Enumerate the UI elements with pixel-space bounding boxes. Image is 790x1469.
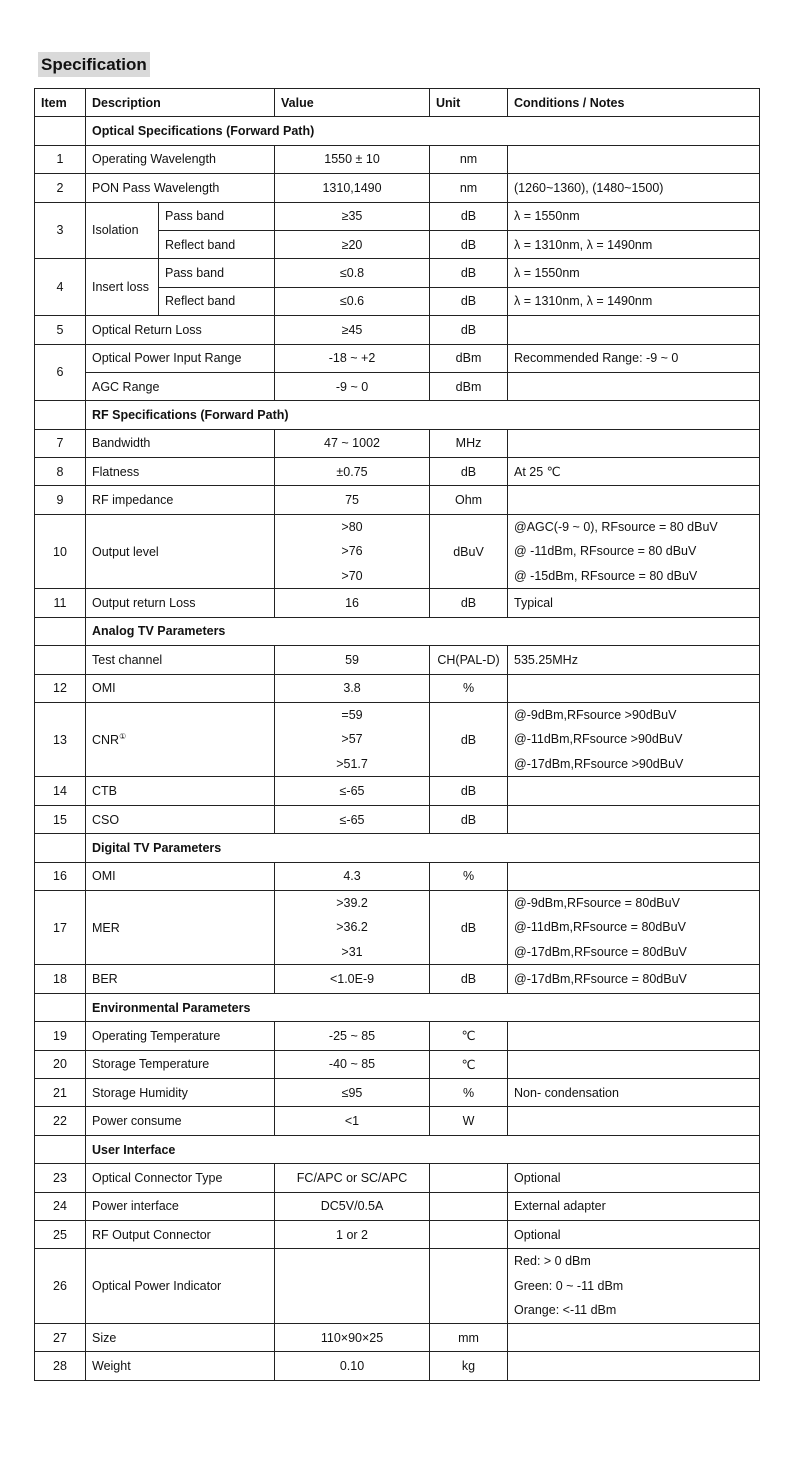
description-cell: PON Pass Wavelength [86, 174, 275, 202]
value-cell: 1 or 2 [275, 1221, 430, 1249]
table-row [35, 145, 760, 173]
notes-line: @ -15dBm, RFsource = 80 dBuV [514, 568, 698, 583]
value-cell: <1.0E-9 [275, 965, 430, 993]
header-notes: Conditions / Notes [508, 89, 760, 117]
description-cell: Output return Loss [86, 589, 275, 617]
table-row [35, 259, 760, 287]
item-cell: 16 [35, 862, 86, 890]
unit-cell: % [430, 674, 508, 702]
unit-cell: Ohm [430, 486, 508, 514]
section-item [35, 617, 86, 645]
table-row [35, 202, 760, 230]
description-cell: CTB [86, 777, 275, 805]
notes-cell [508, 486, 760, 514]
unit-cell: W [430, 1107, 508, 1135]
unit-cell: kg [430, 1352, 508, 1380]
item-cell: 15 [35, 805, 86, 833]
table-row [35, 965, 760, 993]
notes-line: Orange: <-11 dBm [514, 1303, 617, 1318]
unit-cell: nm [430, 145, 508, 173]
value-cell [275, 514, 430, 589]
notes-cell [508, 1352, 760, 1380]
notes-cell [508, 1249, 760, 1324]
description-cell: Power consume [86, 1107, 275, 1135]
description-cell: Optical Power Input Range [86, 344, 275, 372]
value-cell: 75 [275, 486, 430, 514]
description-cell: CSO [86, 805, 275, 833]
item-cell [35, 646, 86, 674]
section-row [35, 993, 760, 1021]
value-cell: -25 ~ 85 [275, 1022, 430, 1050]
description-cell: Test channel [86, 646, 275, 674]
notes-cell: Typical [508, 589, 760, 617]
item-cell: 21 [35, 1079, 86, 1107]
notes-line: @AGC(-9 ~ 0), RFsource = 80 dBuV [514, 519, 718, 534]
unit-cell: ℃ [430, 1050, 508, 1078]
value-cell: 1550 ± 10 [275, 145, 430, 173]
unit-cell: dB [430, 805, 508, 833]
item-cell: 20 [35, 1050, 86, 1078]
item-cell: 6 [35, 344, 86, 401]
page-title: Specification [38, 52, 150, 77]
value-cell: ≤0.8 [275, 259, 430, 287]
value-cell: ≥20 [275, 230, 430, 258]
notes-cell [508, 429, 760, 457]
unit-cell [430, 1249, 508, 1324]
sub-description-cell: Reflect band [159, 287, 275, 315]
value-line: >36.2 [336, 920, 368, 935]
item-cell: 9 [35, 486, 86, 514]
description-cell: RF impedance [86, 486, 275, 514]
item-cell: 22 [35, 1107, 86, 1135]
notes-cell [508, 514, 760, 589]
notes-cell [508, 1022, 760, 1050]
notes-cell [508, 777, 760, 805]
sub-description-cell: Reflect band [159, 230, 275, 258]
description-cell: OMI [86, 862, 275, 890]
unit-cell [430, 1164, 508, 1192]
table-row [35, 1164, 760, 1192]
header-unit: Unit [430, 89, 508, 117]
notes-cell: (1260~1360), (1480~1500) [508, 174, 760, 202]
value-cell: 47 ~ 1002 [275, 429, 430, 457]
item-cell: 23 [35, 1164, 86, 1192]
section-row [35, 117, 760, 145]
item-cell: 28 [35, 1352, 86, 1380]
value-cell: ≥35 [275, 202, 430, 230]
table-row [35, 1079, 760, 1107]
table-row [35, 1192, 760, 1220]
unit-cell: dB [430, 965, 508, 993]
description-cell: BER [86, 965, 275, 993]
unit-cell: mm [430, 1323, 508, 1351]
section-item [35, 993, 86, 1021]
value-cell: -40 ~ 85 [275, 1050, 430, 1078]
description-cell: Operating Wavelength [86, 145, 275, 173]
unit-cell: MHz [430, 429, 508, 457]
description-cell: Output level [86, 514, 275, 589]
notes-line: Green: 0 ~ -11 dBm [514, 1278, 624, 1293]
notes-cell [508, 145, 760, 173]
unit-cell: dB [430, 316, 508, 344]
section-row [35, 401, 760, 429]
table-row [35, 458, 760, 486]
description-cell: Size [86, 1323, 275, 1351]
item-cell: 12 [35, 674, 86, 702]
section-title: RF Specifications (Forward Path) [86, 401, 760, 429]
description-cell: Power interface [86, 1192, 275, 1220]
section-title: User Interface [86, 1135, 760, 1163]
notes-cell [508, 1050, 760, 1078]
sub-description-cell: Pass band [159, 202, 275, 230]
unit-cell: % [430, 1079, 508, 1107]
value-cell: ≤95 [275, 1079, 430, 1107]
notes-cell: Optional [508, 1164, 760, 1192]
value-cell: 59 [275, 646, 430, 674]
value-line: >76 [341, 544, 363, 559]
description-cell [86, 702, 275, 777]
item-cell: 14 [35, 777, 86, 805]
notes-cell [508, 1107, 760, 1135]
unit-cell: dBuV [430, 514, 508, 589]
table-row [35, 1221, 760, 1249]
item-cell: 27 [35, 1323, 86, 1351]
notes-line: @-9dBm,RFsource >90dBuV [514, 707, 677, 722]
notes-cell [508, 702, 760, 777]
cnr-label: CNR [92, 733, 120, 748]
section-title: Optical Specifications (Forward Path) [86, 117, 760, 145]
header-value: Value [275, 89, 430, 117]
section-row [35, 834, 760, 862]
section-title: Environmental Parameters [86, 993, 760, 1021]
table-row [35, 777, 760, 805]
table-row [35, 1249, 760, 1324]
description-cell: Optical Connector Type [86, 1164, 275, 1192]
notes-line: @-17dBm,RFsource = 80dBuV [514, 944, 687, 959]
description-cell: Operating Temperature [86, 1022, 275, 1050]
item-cell: 11 [35, 589, 86, 617]
description-cell: AGC Range [86, 372, 275, 400]
item-cell: 2 [35, 174, 86, 202]
notes-cell [508, 372, 760, 400]
unit-cell: dB [430, 777, 508, 805]
notes-line: @-11dBm,RFsource = 80dBuV [514, 920, 686, 935]
description-cell: Storage Temperature [86, 1050, 275, 1078]
value-cell: ≥45 [275, 316, 430, 344]
section-row [35, 617, 760, 645]
value-line: >80 [341, 519, 363, 534]
value-line: >39.2 [336, 895, 368, 910]
value-cell: 3.8 [275, 674, 430, 702]
header-description: Description [86, 89, 275, 117]
unit-cell: dB [430, 458, 508, 486]
value-cell: 4.3 [275, 862, 430, 890]
value-cell: FC/APC or SC/APC [275, 1164, 430, 1192]
section-title: Analog TV Parameters [86, 617, 760, 645]
item-cell: 4 [35, 259, 86, 316]
notes-cell [508, 674, 760, 702]
item-cell: 17 [35, 890, 86, 965]
header-row [35, 89, 760, 117]
value-cell: ±0.75 [275, 458, 430, 486]
item-cell: 7 [35, 429, 86, 457]
table-row [35, 1323, 760, 1351]
notes-line: @-9dBm,RFsource = 80dBuV [514, 895, 680, 910]
unit-cell: ℃ [430, 1022, 508, 1050]
section-title: Digital TV Parameters [86, 834, 760, 862]
notes-cell: λ = 1310nm, λ = 1490nm [508, 287, 760, 315]
section-item [35, 401, 86, 429]
description-cell: OMI [86, 674, 275, 702]
table-row [35, 344, 760, 372]
unit-cell: CH(PAL-D) [430, 646, 508, 674]
description-cell: MER [86, 890, 275, 965]
value-line: >57 [341, 732, 363, 747]
description-cell: Isolation [86, 202, 159, 259]
value-line: >31 [341, 944, 363, 959]
table-row [35, 429, 760, 457]
value-cell: -18 ~ +2 [275, 344, 430, 372]
description-cell: Bandwidth [86, 429, 275, 457]
table-row [35, 589, 760, 617]
notes-cell: @-17dBm,RFsource = 80dBuV [508, 965, 760, 993]
notes-cell: λ = 1550nm [508, 202, 760, 230]
unit-cell: dB [430, 230, 508, 258]
table-row [35, 702, 760, 777]
unit-cell: dB [430, 202, 508, 230]
table-row [35, 372, 760, 400]
table-row [35, 1352, 760, 1380]
table-row [35, 1022, 760, 1050]
notes-cell: At 25 ℃ [508, 458, 760, 486]
description-cell: Flatness [86, 458, 275, 486]
notes-cell [508, 890, 760, 965]
notes-cell: Non- condensation [508, 1079, 760, 1107]
value-cell [275, 890, 430, 965]
value-cell: <1 [275, 1107, 430, 1135]
section-row [35, 1135, 760, 1163]
notes-cell: 535.25MHz [508, 646, 760, 674]
unit-cell: dB [430, 702, 508, 777]
sub-description-cell: Pass band [159, 259, 275, 287]
table-row [35, 862, 760, 890]
table-row [35, 674, 760, 702]
specification-table [34, 88, 760, 1381]
description-cell: RF Output Connector [86, 1221, 275, 1249]
item-cell: 19 [35, 1022, 86, 1050]
item-cell: 24 [35, 1192, 86, 1220]
notes-cell [508, 1323, 760, 1351]
unit-cell: nm [430, 174, 508, 202]
notes-cell: λ = 1310nm, λ = 1490nm [508, 230, 760, 258]
table-row [35, 486, 760, 514]
notes-cell: Optional [508, 1221, 760, 1249]
value-line: =59 [341, 707, 363, 722]
description-cell: Insert loss [86, 259, 159, 316]
notes-cell: Recommended Range: -9 ~ 0 [508, 344, 760, 372]
header-item: Item [35, 89, 86, 117]
item-cell: 5 [35, 316, 86, 344]
description-cell: Storage Humidity [86, 1079, 275, 1107]
unit-cell [430, 1192, 508, 1220]
item-cell: 25 [35, 1221, 86, 1249]
item-cell: 10 [35, 514, 86, 589]
value-cell: 16 [275, 589, 430, 617]
item-cell: 13 [35, 702, 86, 777]
section-item [35, 1135, 86, 1163]
unit-cell: dB [430, 589, 508, 617]
notes-cell [508, 805, 760, 833]
value-cell: DC5V/0.5A [275, 1192, 430, 1220]
item-cell: 1 [35, 145, 86, 173]
notes-line: Red: > 0 dBm [514, 1254, 591, 1269]
unit-cell: dB [430, 890, 508, 965]
table-row [35, 1050, 760, 1078]
unit-cell: % [430, 862, 508, 890]
item-cell: 18 [35, 965, 86, 993]
value-line: >70 [341, 568, 363, 583]
section-item [35, 834, 86, 862]
value-cell [275, 702, 430, 777]
unit-cell: dB [430, 259, 508, 287]
value-cell: ≤0.6 [275, 287, 430, 315]
description-cell: Optical Power Indicator [86, 1249, 275, 1324]
value-cell: 1310,1490 [275, 174, 430, 202]
description-cell: Weight [86, 1352, 275, 1380]
notes-cell [508, 862, 760, 890]
value-cell: -9 ~ 0 [275, 372, 430, 400]
unit-cell: dB [430, 287, 508, 315]
footnote-marker: ① [119, 732, 127, 742]
notes-line: @ -11dBm, RFsource = 80 dBuV [514, 544, 697, 559]
table-row [35, 646, 760, 674]
notes-line: @-17dBm,RFsource >90dBuV [514, 756, 684, 771]
value-line: >51.7 [336, 756, 368, 771]
table-row [35, 805, 760, 833]
table-row [35, 514, 760, 589]
notes-cell: λ = 1550nm [508, 259, 760, 287]
notes-cell: External adapter [508, 1192, 760, 1220]
table-row [35, 890, 760, 965]
table-row [35, 1107, 760, 1135]
notes-line: @-11dBm,RFsource >90dBuV [514, 732, 683, 747]
section-item [35, 117, 86, 145]
notes-cell [508, 316, 760, 344]
item-cell: 3 [35, 202, 86, 259]
value-cell: 110×90×25 [275, 1323, 430, 1351]
description-cell: Optical Return Loss [86, 316, 275, 344]
value-cell [275, 1249, 430, 1324]
value-cell: ≤-65 [275, 805, 430, 833]
unit-cell: dBm [430, 344, 508, 372]
table-row [35, 174, 760, 202]
item-cell: 8 [35, 458, 86, 486]
item-cell: 26 [35, 1249, 86, 1324]
unit-cell [430, 1221, 508, 1249]
table-row [35, 316, 760, 344]
value-cell: ≤-65 [275, 777, 430, 805]
value-cell: 0.10 [275, 1352, 430, 1380]
unit-cell: dBm [430, 372, 508, 400]
